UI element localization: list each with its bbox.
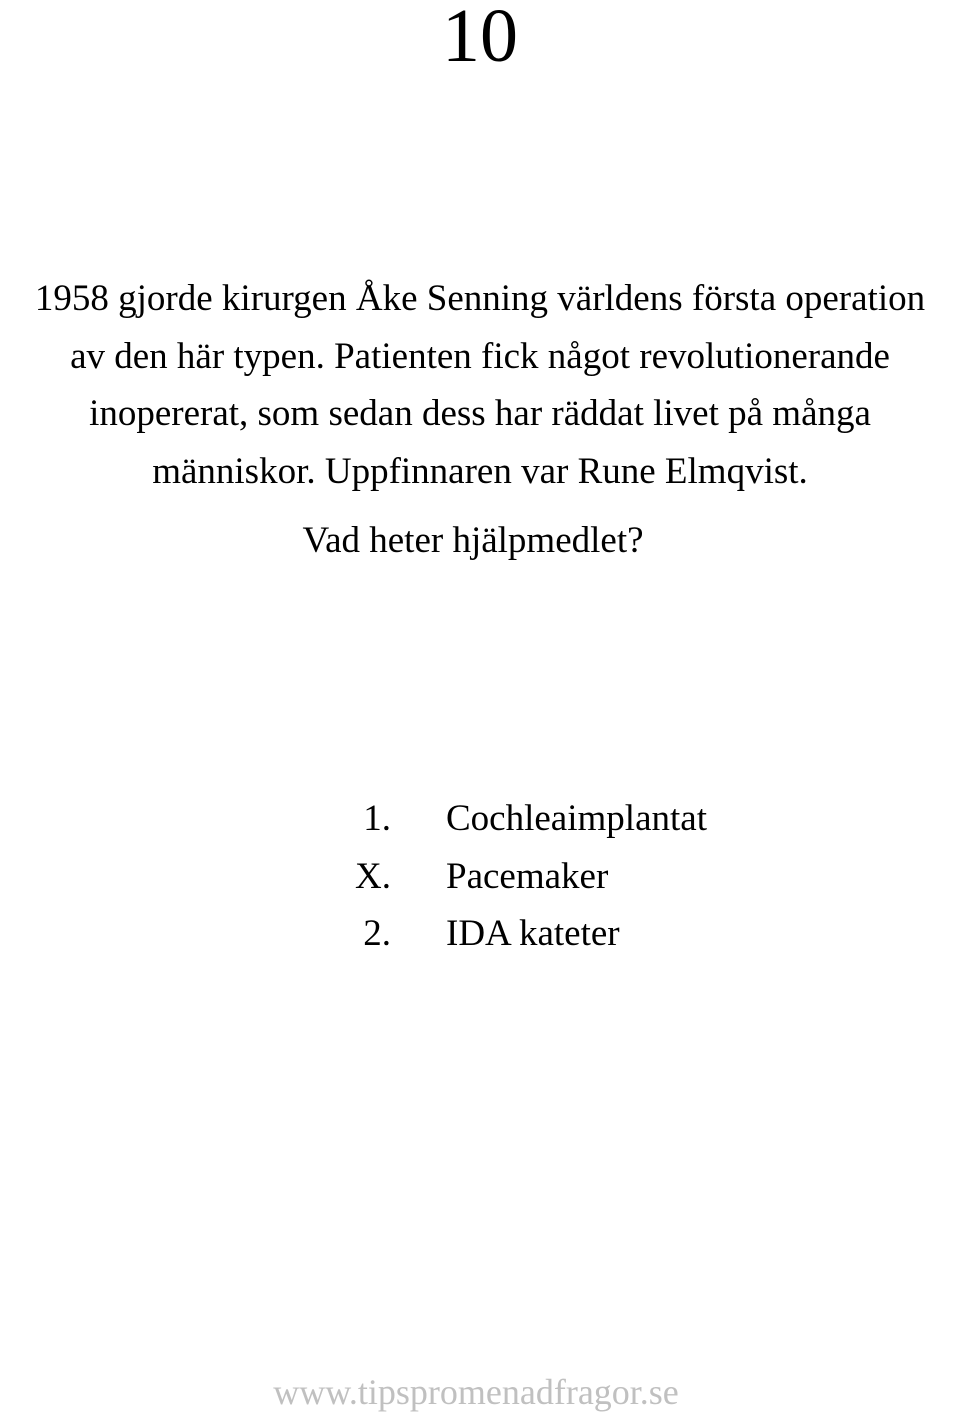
option-key: X. [355, 855, 391, 897]
question-text [0, 270, 960, 500]
answer-options [346, 790, 707, 963]
answer-option-1 [346, 790, 707, 848]
question-prompt: Vad heter hjälpmedlet? [302, 520, 644, 561]
footer-url: www.tipspromenadfragor.se [273, 1372, 679, 1412]
question-line: inopererat, som sedan dess har räddat livet på många [89, 393, 871, 434]
question-line: av den här typen. Patienten fick något revolutionerande [70, 335, 890, 377]
option-key: 1. [363, 798, 391, 839]
question-line: 1958 gjorde kirurgen Åke Senning världens första operation [34, 278, 926, 319]
question-line: människor. Uppfinnaren var Rune Elmqvist. [152, 450, 808, 492]
option-label: Cochleaimplantat [446, 798, 707, 839]
question-number: 10 [442, 0, 518, 78]
answer-option-x [346, 848, 707, 906]
option-key: 2. [363, 913, 391, 954]
option-label: Pacemaker [446, 855, 609, 897]
option-label: IDA kateter [446, 913, 620, 954]
answer-option-2 [346, 905, 707, 963]
